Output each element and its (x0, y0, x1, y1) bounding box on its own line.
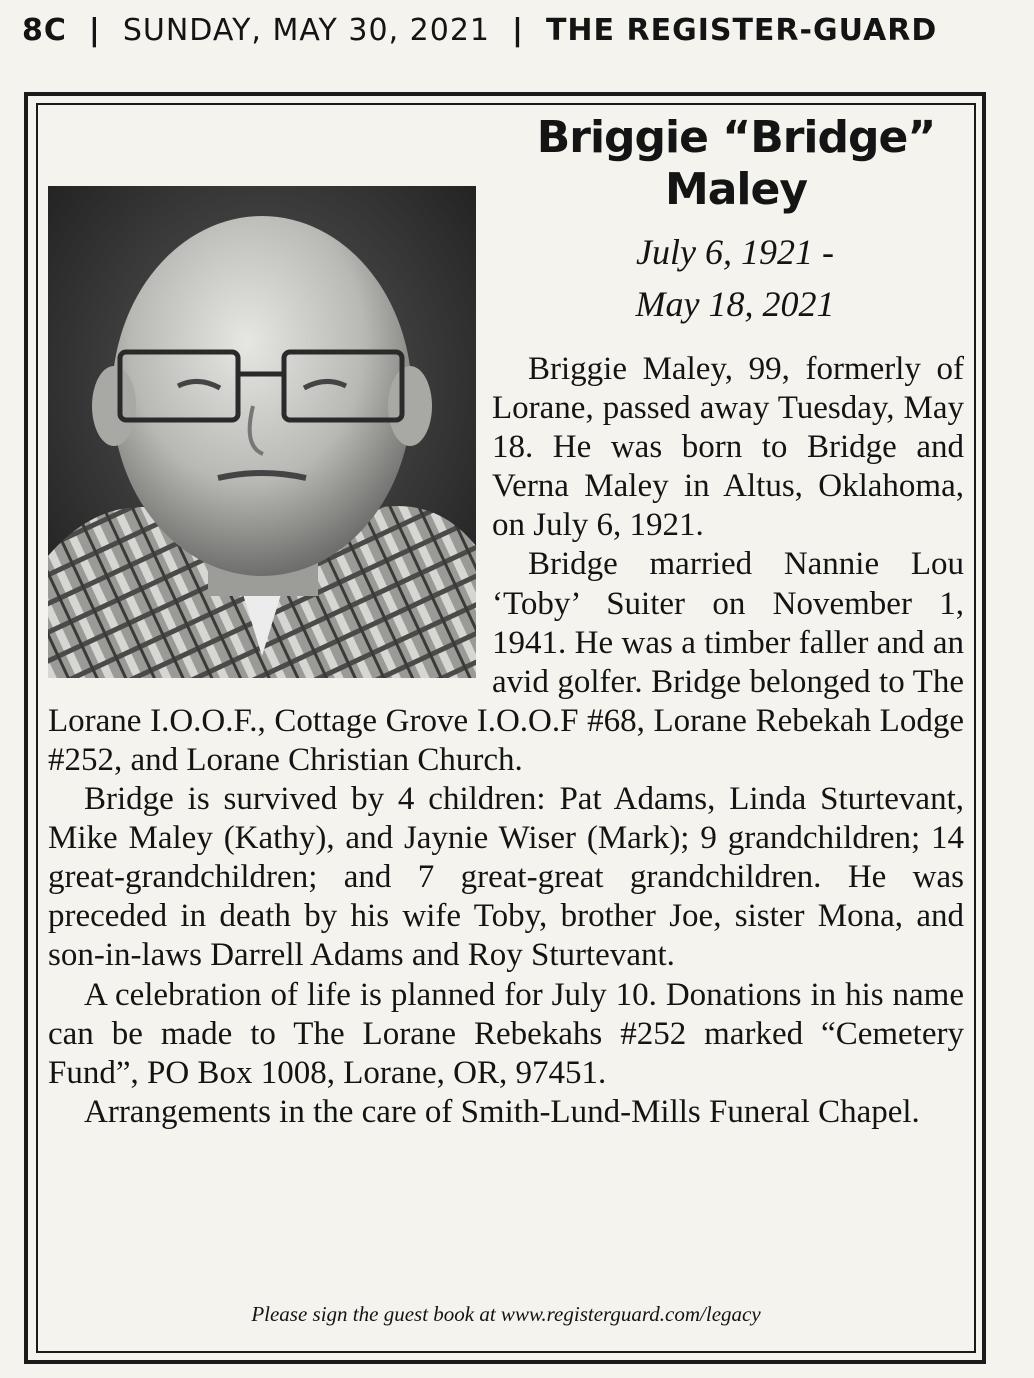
masthead-divider: | (512, 12, 524, 48)
obituary-body (48, 350, 964, 1132)
obituary-paragraph: A celebration of life is planned for July 10. Donations in his name can be made to The Lorane Rebekahs #252 marked “Cemetery Fund”, PO Box 1008, Lorane, OR, 97451. (48, 976, 964, 1091)
birth-date: July 6, 1921 - (636, 232, 834, 272)
guest-book-note: Please sign the guest book at www.registerguard.com/legacy (251, 1302, 761, 1326)
masthead-divider: | (88, 12, 101, 48)
name-line-2: Maley (664, 164, 808, 215)
photo-wrap-spacer (48, 350, 492, 696)
life-dates (560, 226, 910, 330)
death-date: May 18, 2021 (635, 284, 835, 324)
name-line-1: Briggie “Bridge” (536, 112, 936, 163)
obituary-paragraph: Arrangements in the care of Smith-Lund-Mills Funeral Chapel. (84, 1093, 920, 1130)
obituary-paragraph: Bridge married Nannie Lou ‘Toby’ Suiter on November 1, 1941. He was a timber faller and an avid golfer. Bridge belonged to The Lorane I.O.O.F., Cottage Grove I.O.O.F #68, Lorane Rebekah Lodge #252, and Lorane Christian Church. (48, 546, 964, 778)
page-number: 8C (22, 12, 67, 48)
obituary-paragraph: Bridge is survived by 4 children: Pat Adams, Linda Sturtevant, Mike Maley (Kathy), and Jaynie Wiser (Mark); 9 grandchildren; 14 great-grandchildren; and 7 great-great grandchildren. He was preceded in death by his wife Toby, brother Joe, sister Mona, and son-in-laws Darrell Adams and Roy Sturtevant. (48, 781, 964, 974)
publication-date: SUNDAY, MAY 30, 2021 (122, 12, 490, 48)
obituary-name (520, 112, 952, 216)
newspaper-name: THE REGISTER-GUARD (545, 12, 938, 48)
masthead (22, 8, 1034, 52)
obituary-paragraph: Briggie Maley, 99, formerly of Lorane, passed away Tuesday, May 18. He was born to Bridge and Verna Maley in Altus, Oklahoma, on July 6, 1921. (492, 351, 964, 544)
